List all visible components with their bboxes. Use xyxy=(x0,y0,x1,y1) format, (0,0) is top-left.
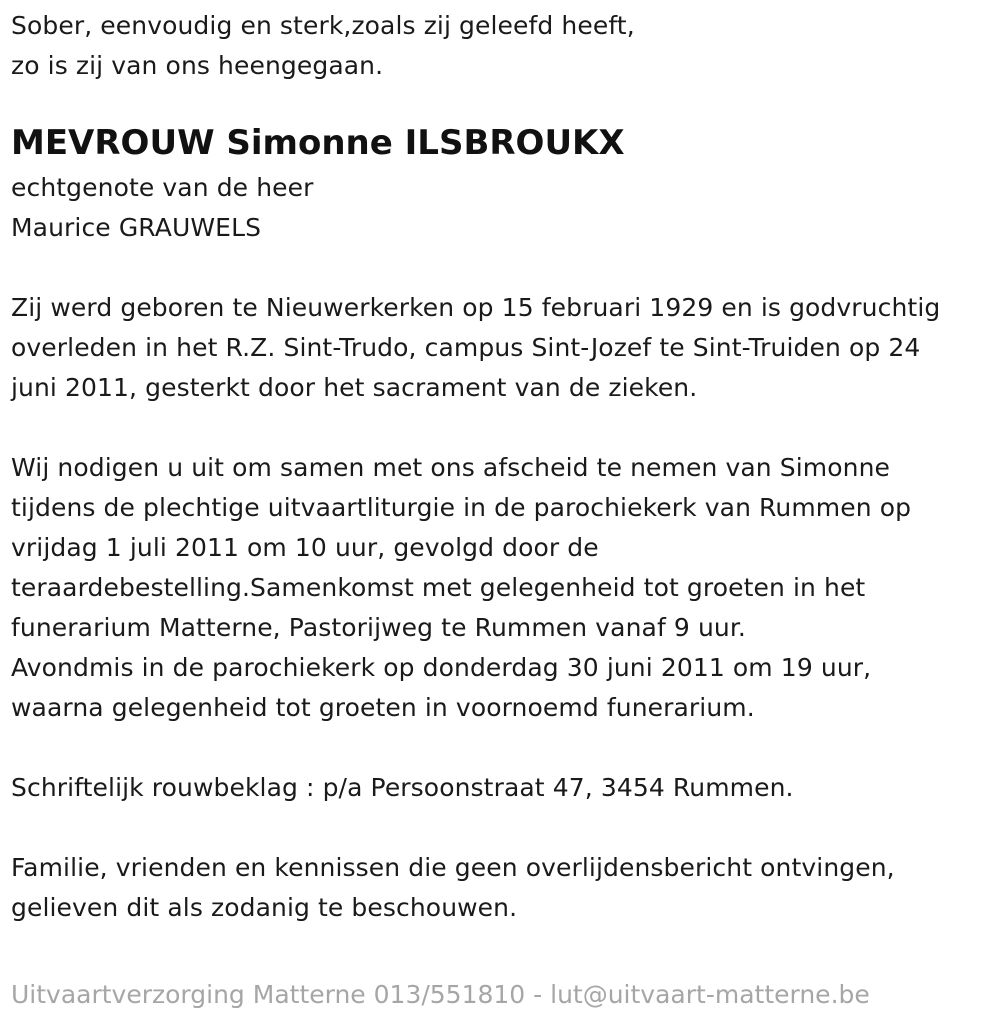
intro-verse xyxy=(11,6,991,86)
paragraph-line: Wij nodigen u uit om samen met ons afscheid te nemen van Simonne xyxy=(11,453,890,482)
paragraph-line: teraardebestelling.Samenkomst met gelegenheid tot groeten in het xyxy=(11,573,866,602)
paragraph-line: funerarium Matterne, Pastorijweg te Rummen vanaf 9 uur. xyxy=(11,613,746,642)
spacer xyxy=(11,808,991,848)
spouse-name: Maurice GRAUWELS xyxy=(11,213,262,242)
condolence-address xyxy=(11,768,991,808)
spouse-info xyxy=(11,168,991,248)
paragraph-line: vrijdag 1 juli 2011 om 10 uur, gevolgd door de xyxy=(11,533,599,562)
intro-line: zo is zij van ons heengegaan. xyxy=(11,51,384,80)
birth-death-paragraph xyxy=(11,288,991,408)
paragraph-line: overleden in het R.Z. Sint-Trudo, campus Sint-Jozef te Sint-Truiden op 24 xyxy=(11,333,921,362)
spacer xyxy=(11,408,991,448)
notice-paragraph xyxy=(11,848,991,928)
deceased-name: MEVROUW Simonne ILSBROUKX xyxy=(11,123,625,163)
spacer xyxy=(11,728,991,768)
funeral-home-footer: Uitvaartverzorging Matterne 013/551810 - lut@uitvaart-matterne.be xyxy=(11,980,870,1009)
intro-line: Sober, eenvoudig en sterk,zoals zij geleefd heeft, xyxy=(11,11,635,40)
spouse-relation: echtgenote van de heer xyxy=(11,173,314,202)
paragraph-line: Zij werd geboren te Nieuwerkerken op 15 februari 1929 en is godvruchtig xyxy=(11,293,941,322)
spacer xyxy=(11,248,991,288)
paragraph-line: waarna gelegenheid tot groeten in voornoemd funerarium. xyxy=(11,693,755,722)
paragraph-line: tijdens de plechtige uitvaartliturgie in de parochiekerk van Rummen op xyxy=(11,493,912,522)
paragraph-line: juni 2011, gesterkt door het sacrament van de zieken. xyxy=(11,373,698,402)
paragraph-line: Familie, vrienden en kennissen die geen overlijdensbericht ontvingen, xyxy=(11,853,895,882)
invitation-paragraph xyxy=(11,448,991,728)
paragraph-line: gelieven dit als zodanig te beschouwen. xyxy=(11,893,518,922)
obituary-notice xyxy=(11,6,991,928)
paragraph-line: Avondmis in de parochiekerk op donderdag 30 juni 2011 om 19 uur, xyxy=(11,653,872,682)
paragraph-line: Schriftelijk rouwbeklag : p/a Persoonstraat 47, 3454 Rummen. xyxy=(11,773,794,802)
